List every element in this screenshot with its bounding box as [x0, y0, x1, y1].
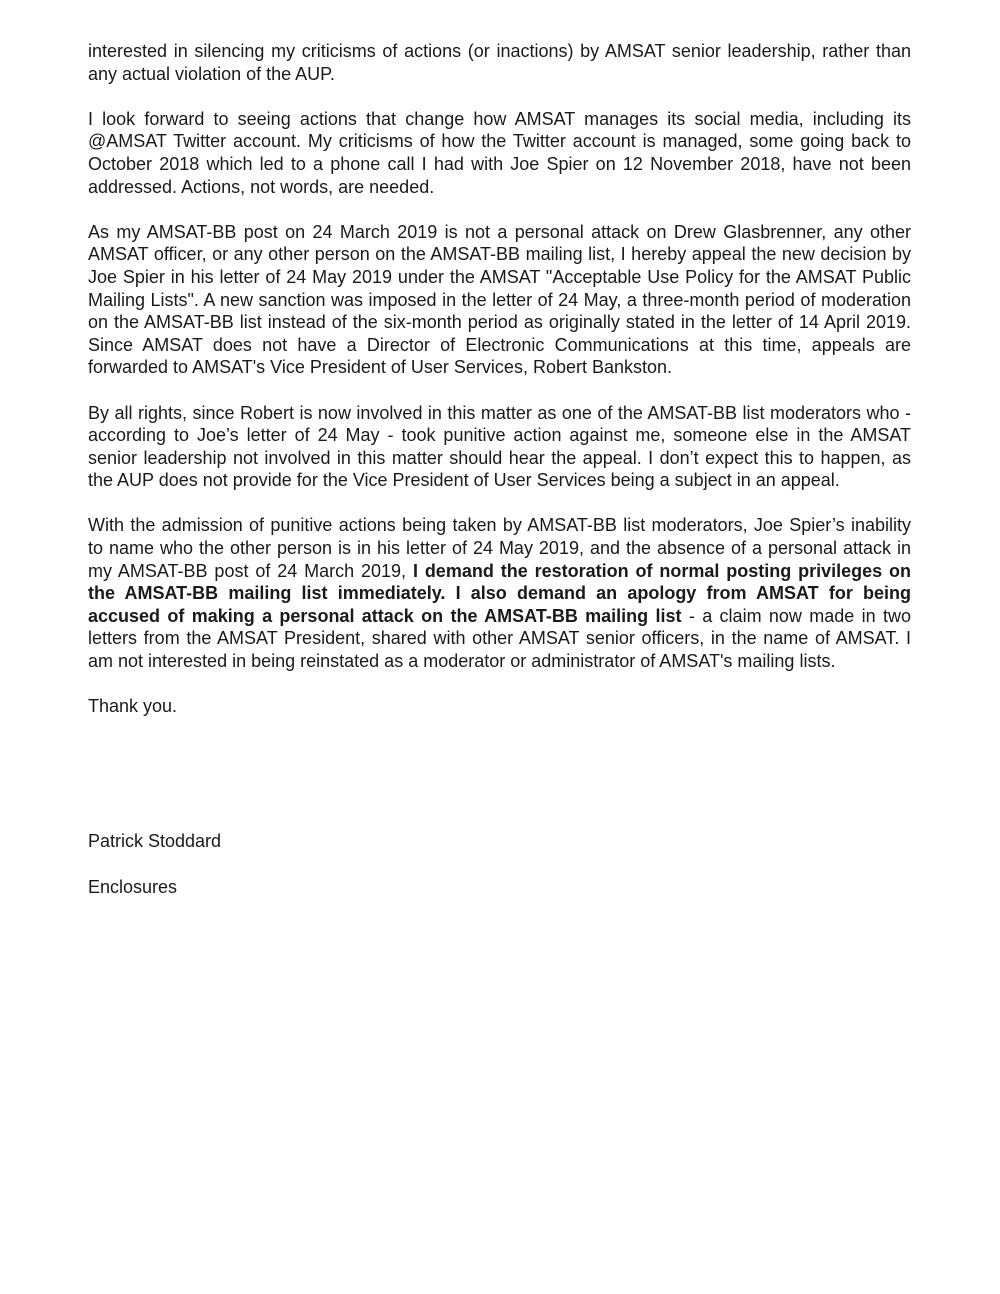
paragraph-5-outro: - a claim now made in two letters from the AMSAT President, shared with other AMSAT senior officers, in the name of AMSAT. I am not interested in being reinstated as a moderator or administrator of AMSAT's mailing lists. [88, 605, 911, 672]
paragraph-5 [88, 514, 911, 672]
paragraph-4: By all rights, since Robert is now involved in this matter as one of the AMSAT-BB list moderators who - according to Joe’s letter of 24 May - took punitive action against me, someone else in the AMSAT senior leadership not involved in this matter should hear the appeal. I don’t expect this to happen, as the AUP does not provide for the Vice President of User Services being a subject in an appeal. [88, 402, 911, 491]
paragraph-1: interested in silencing my criticisms of actions (or inactions) by AMSAT senior leadership, rather than any actual violation of the AUP. [88, 41, 911, 84]
paragraph-3: As my AMSAT-BB post on 24 March 2019 is not a personal attack on Drew Glasbrenner, any other AMSAT officer, or any other person on the AMSAT-BB mailing list, I hereby appeal the new decision by Joe Spier in his letter of 24 May 2019 under the AMSAT "Acceptable Use Policy for the AMSAT Public Mailing Lists". A new sanction was imposed in the letter of 24 May, a three-month period of moderation on the AMSAT-BB list instead of the six-month period as originally stated in the letter of 14 April 2019. Since AMSAT does not have a Director of Electronic Communications at this time, appeals are forwarded to AMSAT's Vice President of User Services, Robert Bankston. [88, 221, 911, 378]
paragraph-5-demand: I demand the restoration of normal posting privileges on the AMSAT-BB mailing list immediately. I also demand an apology from AMSAT for being accused of making a personal attack on the AMSAT-BB mailing list [88, 560, 911, 626]
closing: Thank you. [88, 696, 178, 717]
enclosures-label: Enclosures [88, 876, 178, 897]
signature-name: Patrick Stoddard [88, 831, 222, 852]
signature-space [88, 740, 911, 830]
letter-page [88, 40, 911, 921]
paragraph-2: I look forward to seeing actions that change how AMSAT manages its social media, including its @AMSAT Twitter account. My criticisms of how the Twitter account is managed, some going back to October 2018 which led to a phone call I had with Joe Spier on 12 November 2018, have not been addressed. Actions, not words, are needed. [88, 108, 911, 197]
paragraph-5-intro: With the admission of punitive actions being taken by AMSAT-BB list moderators, Joe Spier’s inability to name who the other person is in his letter of 24 May 2019, and the absence of a personal attack in my AMSAT-BB post of 24 March 2019, [88, 515, 911, 581]
